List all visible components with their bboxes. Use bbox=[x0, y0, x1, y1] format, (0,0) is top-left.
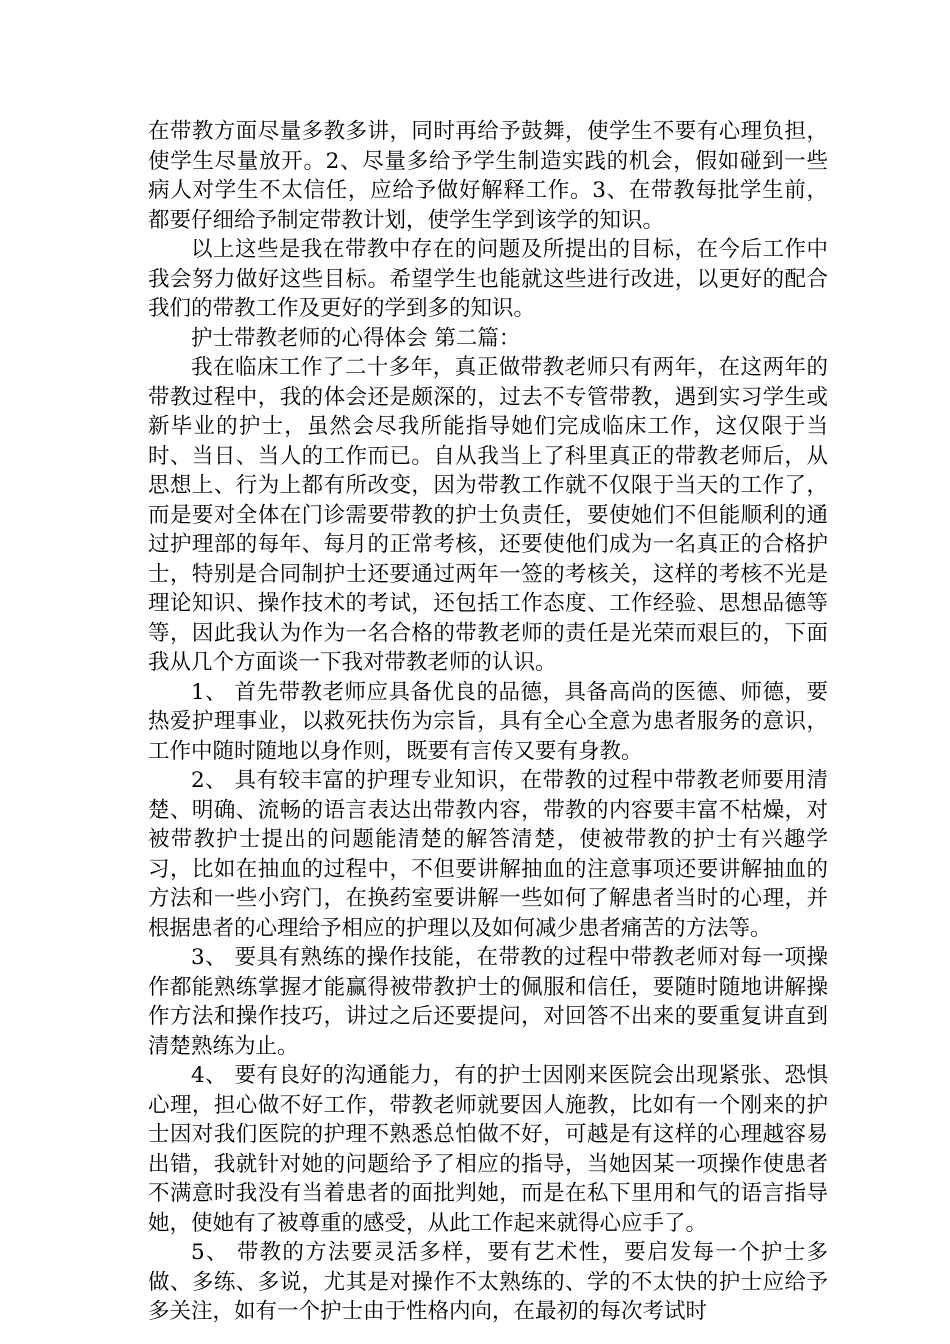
paragraph-point-5: 5、 带教的方法要灵活多样，要有艺术性，要启发每一个护士多做、多练、多说，尤其是对操作不太熟练的、学的不太快的护士应给予多关注，如有一个护士由于性格内向，在最初的每次考试时 bbox=[148, 1240, 828, 1324]
paragraph-point-3: 3、 要具有熟练的操作技能，在带教的过程中带教老师对每一项操作都能熟练掌握才能赢得被带教护士的佩服和信任，要随时随地讲解操作方法和操作技巧，讲过之后还要提问，对回答不出来的要重复讲直到清楚熟练为止。 bbox=[148, 945, 828, 1059]
document-page bbox=[148, 117, 828, 1327]
paragraph-1: 在带教方面尽量多教多讲，同时再给予鼓舞，使学生不要有心理负担，使学生尽量放开。2、尽量多给予学生制造实践的机会，假如碰到一些病人对学生不太信任，应给予做好解释工作。3、在带教每批学生前，都要仔细给予制定带教计划，使学生学到该学的知识。 bbox=[148, 119, 828, 233]
section-heading: 护士带教老师的心得体会 第二篇： bbox=[191, 325, 521, 351]
paragraph-point-4: 4、 要有良好的沟通能力，有的护士因刚来医院会出现紧张、恐惧心理，担心做不好工作，带教老师就要因人施教，比如有一个刚来的护士因对我们医院的护理不熟悉总怕做不好，可越是有这样的心理越容易出错，我就针对她的问题给予了相应的指导，当她因某一项操作使患者不满意时我没有当着患者的面批判她，而是在私下里用和气的语言指导她，使她有了被尊重的感受，从此工作起来就得心应手了。 bbox=[148, 1063, 828, 1236]
paragraph-intro: 我在临床工作了二十多年，真正做带教老师只有两年，在这两年的带教过程中，我的体会还是颇深的，过去不专管带教，遇到实习学生或新毕业的护士，虽然会尽我所能指导她们完成临床工作，这仅限于当时、当日、当人的工作而已。自从我当上了科里真正的带教老师后，从思想上、行为上都有所改变，因为带教工作就不仅限于当天的工作了，而是要对全体在门诊需要带教的护士负责任，要使她们不但能顺利的通过护理部的每年、每月的正常考核，还要使他们成为一名真正的合格护士，特别是合同制护士还要通过两年一签的考核关，这样的考核不光是理论知识、操作技术的考试，还包括工作态度、工作经验、思想品德等等，因此我认为作为一名合格的带教老师的责任是光荣而艰巨的，下面我从几个方面谈一下我对带教老师的认识。 bbox=[148, 355, 828, 675]
paragraph-2: 以上这些是我在带教中存在的问题及所提出的目标，在今后工作中我会努力做好这些目标。希望学生也能就这些进行改进，以更好的配合我们的带教工作及更好的学到多的知识。 bbox=[148, 237, 828, 321]
paragraph-point-1: 1、 首先带教老师应具备优良的品德，具备高尚的医德、师德，要热爱护理事业，以救死扶伤为宗旨，具有全心全意为患者服务的意识，工作中随时随地以身作则，既要有言传又要有身教。 bbox=[148, 679, 828, 764]
paragraph-point-2: 2、 具有较丰富的护理专业知识，在带教的过程中带教老师要用清楚、明确、流畅的语言表达出带教内容，带教的内容要丰富不枯燥，对被带教护士提出的问题能清楚的解答清楚，使被带教的护士有兴趣学习，比如在抽血的过程中，不但要讲解抽血的注意事项还要讲解抽血的方法和一些小窍门，在换药室要讲解一些如何了解患者当时的心理，并根据患者的心理给予相应的护理以及如何减少患者痛苦的方法等。 bbox=[148, 768, 828, 941]
